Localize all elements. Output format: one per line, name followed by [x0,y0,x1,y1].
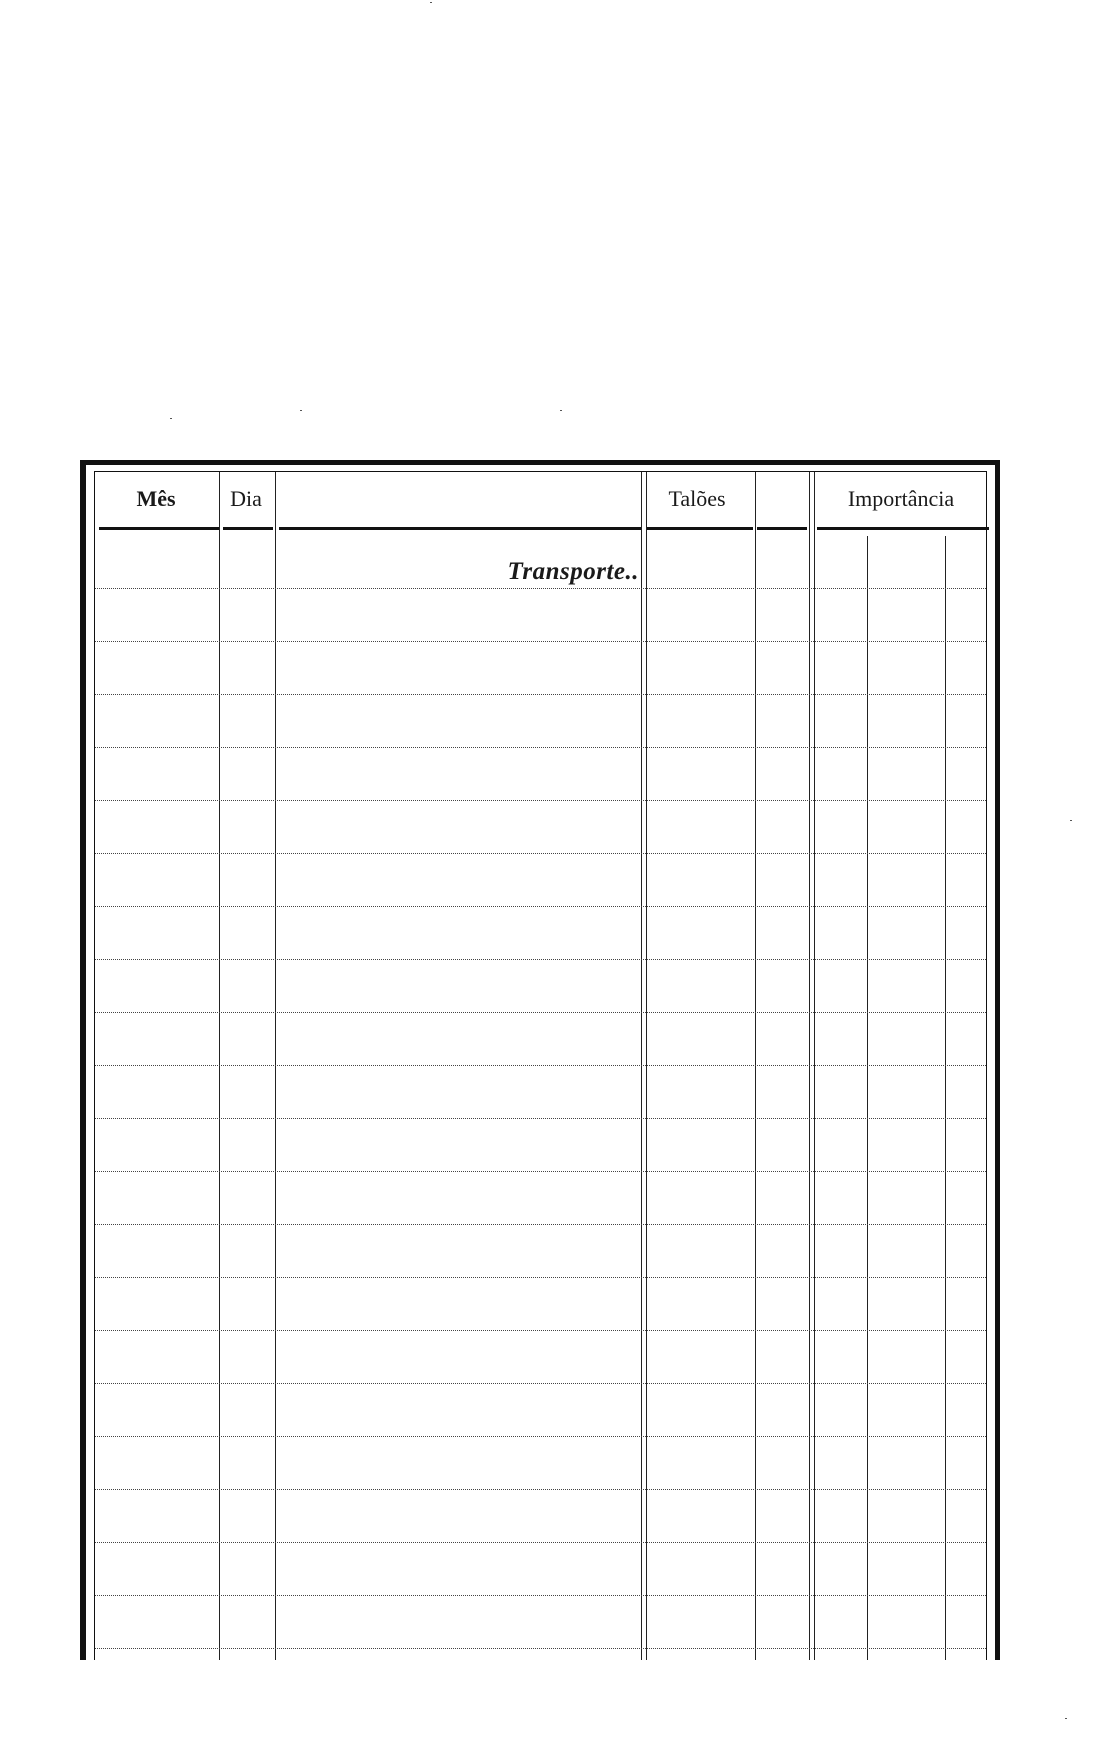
ledger-inner-frame [94,471,987,1660]
ledger-row-rule [95,1595,986,1596]
ledger-row-rule [95,1277,986,1278]
header-mes: Mês [136,486,176,511]
ledger-row-rule [95,1542,986,1543]
column-rule-desc-taloes [641,472,647,1660]
column-rule-nr-importancia [809,472,815,1660]
header-rule-taloes [647,527,753,530]
scan-speck [430,2,432,3]
column-rule-taloes-nr [755,472,756,1660]
column-rule-importancia-1 [867,536,868,1660]
scan-speck [1070,820,1072,821]
scan-speck [560,410,562,411]
ledger-row-rule [95,747,986,748]
ledger-row-rule [95,1012,986,1013]
ledger-row-rule [95,1118,986,1119]
header-importancia: Importância [847,486,955,511]
ledger-row-rule [95,1224,986,1225]
header-rule-dia [223,527,273,530]
header-dia: Dia [230,486,262,511]
ledger-row-rule [95,1065,986,1066]
ledger-row-rule [95,1648,986,1649]
column-rule-importancia-2 [945,536,946,1660]
ledger-row-rule [95,694,986,695]
scan-speck [170,418,172,419]
ledger-row-rule [95,1436,986,1437]
ledger-row-rule [95,1330,986,1331]
header-taloes: Talões [668,486,726,511]
header-rule-talao-nr [757,527,807,530]
header-rule-importancia [817,527,989,530]
ledger-table [80,460,1000,1660]
ledger-row-rule [95,853,986,854]
ledger-row-rule [95,959,986,960]
ledger-row-rule [95,800,986,801]
column-rule-mes-dia [219,472,220,1660]
ledger-row-rule [95,1171,986,1172]
scan-speck [1065,1718,1067,1719]
ledger-row-rule [95,906,986,907]
ledger-row-rule [95,1489,986,1490]
ledger-row-rule [95,641,986,642]
transport-label: Transporte.. [507,558,639,585]
ledger-row-rule [95,1383,986,1384]
column-rule-dia-desc [275,472,276,1660]
header-rule-mes [99,527,219,530]
ledger-row-rule [95,588,986,589]
header-rule-desc [279,527,641,530]
scan-speck [300,410,302,411]
